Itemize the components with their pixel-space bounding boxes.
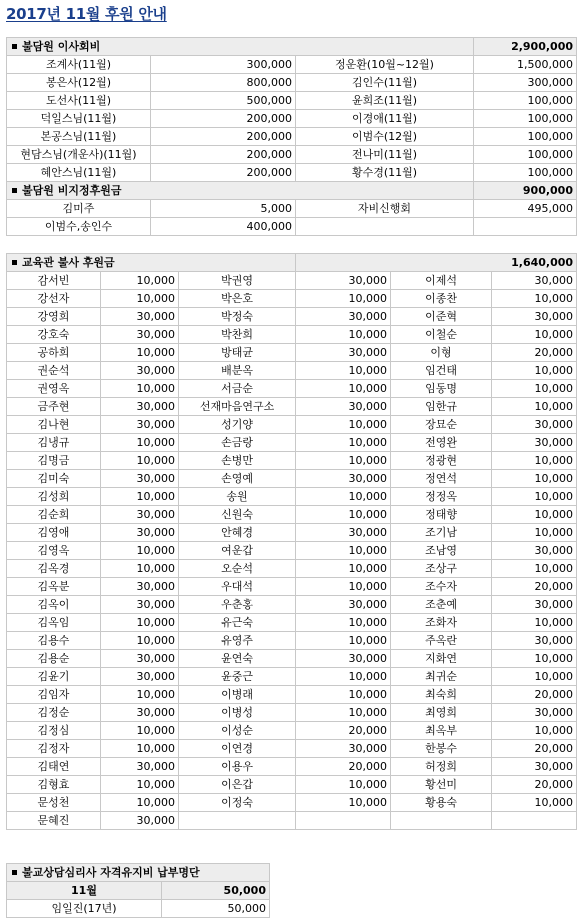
table-row — [7, 326, 577, 344]
amount: 10,000 — [296, 542, 391, 560]
amount: 10,000 — [101, 560, 179, 578]
amount: 20,000 — [296, 722, 391, 740]
donor-name: 조계사(11월) — [7, 56, 151, 74]
donor-name: 조상구 — [391, 560, 492, 578]
amount: 10,000 — [492, 398, 577, 416]
amount: 200,000 — [151, 128, 296, 146]
amount: 30,000 — [101, 416, 179, 434]
month-row — [7, 882, 270, 900]
donor-name: 이철순 — [391, 326, 492, 344]
donor-name: 정광현 — [391, 452, 492, 470]
section-header — [7, 254, 577, 272]
table-row — [7, 542, 577, 560]
amount: 20,000 — [492, 740, 577, 758]
donor-name: 김미숙 — [7, 470, 101, 488]
section-header — [7, 864, 270, 882]
donor-name: 김용수 — [7, 632, 101, 650]
amount: 10,000 — [492, 722, 577, 740]
section-total: 1,640,000 — [296, 254, 577, 272]
donor-name: 손병만 — [179, 452, 296, 470]
amount: 10,000 — [101, 344, 179, 362]
table-row — [7, 362, 577, 380]
donor-name: 봉은사(12월) — [7, 74, 151, 92]
amount: 30,000 — [296, 308, 391, 326]
amount: 30,000 — [296, 344, 391, 362]
amount: 30,000 — [492, 416, 577, 434]
amount: 200,000 — [151, 164, 296, 182]
donor-name: 성기양 — [179, 416, 296, 434]
table-row — [7, 812, 577, 830]
donor-name: 김냉규 — [7, 434, 101, 452]
table-row — [7, 596, 577, 614]
donor-name: 이제석 — [391, 272, 492, 290]
donor-name: 이형 — [391, 344, 492, 362]
donor-name: 도선사(11월) — [7, 92, 151, 110]
subsection-total: 900,000 — [474, 182, 577, 200]
table-row — [7, 900, 270, 918]
donor-name: 이병래 — [179, 686, 296, 704]
donor-name: 방태균 — [179, 344, 296, 362]
table-row — [7, 470, 577, 488]
table-row — [7, 632, 577, 650]
amount: 20,000 — [492, 344, 577, 362]
amount: 10,000 — [296, 416, 391, 434]
donor-name: 김임자 — [7, 686, 101, 704]
table-row — [7, 506, 577, 524]
table-row — [7, 272, 577, 290]
donor-name: 강영희 — [7, 308, 101, 326]
bullet-square-icon — [12, 870, 17, 875]
amount: 10,000 — [296, 362, 391, 380]
donor-name: 정운환(10월~12월) — [296, 56, 474, 74]
amount: 10,000 — [101, 452, 179, 470]
amount: 30,000 — [296, 596, 391, 614]
donor-name: 김정심 — [7, 722, 101, 740]
amount: 10,000 — [296, 326, 391, 344]
amount: 10,000 — [101, 380, 179, 398]
donor-name: 최옥부 — [391, 722, 492, 740]
donor-name: 손영예 — [179, 470, 296, 488]
donor-name: 정정옥 — [391, 488, 492, 506]
amount: 10,000 — [296, 686, 391, 704]
donor-name: 이범수(12월) — [296, 128, 474, 146]
amount: 10,000 — [101, 722, 179, 740]
donor-name: 황용숙 — [391, 794, 492, 812]
amount: 10,000 — [101, 488, 179, 506]
amount: 30,000 — [101, 704, 179, 722]
table-row — [7, 434, 577, 452]
table-row — [7, 722, 577, 740]
donor-name: 권순석 — [7, 362, 101, 380]
table-row — [7, 74, 577, 92]
amount: 30,000 — [296, 272, 391, 290]
donor-name: 김나현 — [7, 416, 101, 434]
amount: 30,000 — [492, 542, 577, 560]
amount: 10,000 — [296, 560, 391, 578]
donor-name: 한봉수 — [391, 740, 492, 758]
donor-name: 본공스님(11월) — [7, 128, 151, 146]
amount: 10,000 — [492, 380, 577, 398]
donor-name: 조춘예 — [391, 596, 492, 614]
amount: 30,000 — [296, 740, 391, 758]
donor-name: 이정숙 — [179, 794, 296, 812]
donor-name: 이용우 — [179, 758, 296, 776]
table-row — [7, 524, 577, 542]
amount — [296, 812, 391, 830]
donor-name: 김영옥 — [7, 542, 101, 560]
table-row — [7, 488, 577, 506]
amount: 30,000 — [296, 470, 391, 488]
donor-name: 이은갑 — [179, 776, 296, 794]
donor-name: 전영완 — [391, 434, 492, 452]
amount: 100,000 — [474, 146, 577, 164]
donor-name: 금주현 — [7, 398, 101, 416]
donor-name: 권영옥 — [7, 380, 101, 398]
table-row — [7, 416, 577, 434]
donor-name — [391, 812, 492, 830]
amount: 20,000 — [492, 776, 577, 794]
amount: 30,000 — [101, 470, 179, 488]
donor-name: 김성희 — [7, 488, 101, 506]
donor-name: 정태향 — [391, 506, 492, 524]
donor-name: 김인수(11월) — [296, 74, 474, 92]
donor-name: 서금순 — [179, 380, 296, 398]
amount: 10,000 — [296, 776, 391, 794]
amount: 10,000 — [101, 542, 179, 560]
donor-name: 김옥이 — [7, 596, 101, 614]
amount: 400,000 — [151, 218, 296, 236]
amount: 30,000 — [296, 398, 391, 416]
table-row — [7, 560, 577, 578]
donor-name: 박은호 — [179, 290, 296, 308]
amount: 10,000 — [101, 290, 179, 308]
donor-name: 김정순 — [7, 704, 101, 722]
donor-name: 김옥경 — [7, 560, 101, 578]
donor-name: 문성천 — [7, 794, 101, 812]
amount: 20,000 — [492, 578, 577, 596]
donor-name: 윤희조(11월) — [296, 92, 474, 110]
table-row — [7, 650, 577, 668]
donor-name: 이종찬 — [391, 290, 492, 308]
bullet-square-icon — [12, 260, 17, 265]
donor-name: 강호숙 — [7, 326, 101, 344]
donor-name: 조남영 — [391, 542, 492, 560]
table-row — [7, 128, 577, 146]
amount: 10,000 — [101, 740, 179, 758]
amount: 30,000 — [101, 398, 179, 416]
table-row — [7, 56, 577, 74]
donor-name: 최영희 — [391, 704, 492, 722]
amount: 30,000 — [492, 632, 577, 650]
table-row — [7, 704, 577, 722]
amount: 10,000 — [296, 704, 391, 722]
donor-name: 김영애 — [7, 524, 101, 542]
amount: 300,000 — [474, 74, 577, 92]
donor-name: 김순희 — [7, 506, 101, 524]
amount — [492, 812, 577, 830]
table-row — [7, 146, 577, 164]
donor-name: 정연석 — [391, 470, 492, 488]
donor-name: 이연경 — [179, 740, 296, 758]
donor-name: 유영주 — [179, 632, 296, 650]
amount: 10,000 — [101, 632, 179, 650]
amount: 10,000 — [492, 326, 577, 344]
amount: 30,000 — [492, 704, 577, 722]
donor-name: 오순석 — [179, 560, 296, 578]
amount: 30,000 — [101, 362, 179, 380]
table-row — [7, 218, 577, 236]
table-row — [7, 794, 577, 812]
table-row — [7, 452, 577, 470]
table-row — [7, 758, 577, 776]
amount: 800,000 — [151, 74, 296, 92]
donor-name: 임한규 — [391, 398, 492, 416]
donor-name: 김태연 — [7, 758, 101, 776]
amount: 10,000 — [101, 614, 179, 632]
table-row — [7, 614, 577, 632]
amount: 100,000 — [474, 164, 577, 182]
donor-name: 김옥분 — [7, 578, 101, 596]
amount: 50,000 — [162, 900, 270, 918]
education-hall-donation-table — [6, 253, 577, 830]
table-row — [7, 740, 577, 758]
amount: 10,000 — [492, 452, 577, 470]
donor-name: 감서빈 — [7, 272, 101, 290]
amount: 10,000 — [296, 614, 391, 632]
amount: 10,000 — [492, 650, 577, 668]
amount: 10,000 — [101, 272, 179, 290]
section-title: 교육관 불사 후원금 — [22, 255, 115, 269]
donor-name: 박권영 — [179, 272, 296, 290]
donor-name: 배분옥 — [179, 362, 296, 380]
amount: 10,000 — [492, 668, 577, 686]
amount: 30,000 — [101, 650, 179, 668]
amount: 30,000 — [101, 596, 179, 614]
donor-name: 전나미(11월) — [296, 146, 474, 164]
table-row — [7, 290, 577, 308]
amount: 10,000 — [296, 380, 391, 398]
donor-name: 최숙희 — [391, 686, 492, 704]
donor-name: 이병성 — [179, 704, 296, 722]
section-title: 불담원 이사회비 — [22, 39, 101, 53]
donor-name: 지화연 — [391, 650, 492, 668]
donor-name: 주옥란 — [391, 632, 492, 650]
donor-name: 김윤기 — [7, 668, 101, 686]
bullet-square-icon — [12, 44, 17, 49]
amount: 1,500,000 — [474, 56, 577, 74]
amount: 10,000 — [296, 668, 391, 686]
amount: 10,000 — [492, 290, 577, 308]
donor-name: 여운갑 — [179, 542, 296, 560]
donor-name: 이준혁 — [391, 308, 492, 326]
donor-name: 김명금 — [7, 452, 101, 470]
donor-name: 황수경(11월) — [296, 164, 474, 182]
donor-name: 혜안스님(11월) — [7, 164, 151, 182]
amount: 100,000 — [474, 110, 577, 128]
amount: 10,000 — [296, 452, 391, 470]
amount: 10,000 — [296, 578, 391, 596]
board-membership-table — [6, 37, 577, 236]
amount: 10,000 — [101, 686, 179, 704]
amount: 10,000 — [101, 434, 179, 452]
donor-name: 윤연숙 — [179, 650, 296, 668]
section-header — [7, 38, 577, 56]
table-row — [7, 308, 577, 326]
amount: 10,000 — [492, 794, 577, 812]
amount: 10,000 — [492, 614, 577, 632]
donor-name: 윤중근 — [179, 668, 296, 686]
amount: 30,000 — [101, 668, 179, 686]
donor-name: 공하희 — [7, 344, 101, 362]
amount: 100,000 — [474, 92, 577, 110]
amount: 10,000 — [296, 506, 391, 524]
amount: 10,000 — [492, 362, 577, 380]
amount: 10,000 — [296, 794, 391, 812]
amount: 495,000 — [474, 200, 577, 218]
amount: 10,000 — [101, 776, 179, 794]
donor-name: 임건태 — [391, 362, 492, 380]
donor-name: 현담스님(개운사)(11월) — [7, 146, 151, 164]
amount: 20,000 — [492, 686, 577, 704]
donor-name — [296, 218, 474, 236]
donor-name: 박정숙 — [179, 308, 296, 326]
donor-name: 강선자 — [7, 290, 101, 308]
table-row — [7, 686, 577, 704]
donor-name: 조기남 — [391, 524, 492, 542]
amount: 10,000 — [492, 506, 577, 524]
amount: 10,000 — [101, 794, 179, 812]
amount — [474, 218, 577, 236]
amount: 10,000 — [492, 470, 577, 488]
section-title: 불교상담심리사 자격유지비 납부명단 — [22, 865, 200, 879]
donor-name: 안혜경 — [179, 524, 296, 542]
amount: 30,000 — [101, 524, 179, 542]
donor-name: 우대석 — [179, 578, 296, 596]
donor-name: 임일진(17년) — [7, 900, 162, 918]
amount: 30,000 — [101, 506, 179, 524]
donor-name: 김미주 — [7, 200, 151, 218]
donor-name: 유근숙 — [179, 614, 296, 632]
subsection-header — [7, 182, 577, 200]
donor-name: 송원 — [179, 488, 296, 506]
amount: 20,000 — [296, 758, 391, 776]
amount: 30,000 — [492, 272, 577, 290]
amount: 30,000 — [296, 650, 391, 668]
page-title: 2017년 11월 후원 안내 — [6, 5, 167, 23]
donor-name: 덕일스님(11월) — [7, 110, 151, 128]
donor-name: 김용순 — [7, 650, 101, 668]
amount: 300,000 — [151, 56, 296, 74]
amount: 100,000 — [474, 128, 577, 146]
amount: 10,000 — [492, 488, 577, 506]
amount: 10,000 — [296, 488, 391, 506]
amount: 10,000 — [492, 524, 577, 542]
donor-name: 손금랑 — [179, 434, 296, 452]
donor-name: 자비신행회 — [296, 200, 474, 218]
table-row — [7, 668, 577, 686]
donor-name: 김정자 — [7, 740, 101, 758]
amount: 5,000 — [151, 200, 296, 218]
amount: 30,000 — [492, 596, 577, 614]
section-total: 2,900,000 — [474, 38, 577, 56]
amount: 10,000 — [296, 290, 391, 308]
donor-name: 김형효 — [7, 776, 101, 794]
counselor-fee-table — [6, 863, 270, 918]
amount: 10,000 — [492, 560, 577, 578]
amount: 30,000 — [492, 434, 577, 452]
donor-name: 박찬희 — [179, 326, 296, 344]
month-total: 50,000 — [162, 882, 270, 900]
amount: 200,000 — [151, 146, 296, 164]
table-row — [7, 776, 577, 794]
donor-name: 문혜진 — [7, 812, 101, 830]
amount: 10,000 — [296, 632, 391, 650]
table-row — [7, 398, 577, 416]
subsection-title: 불담원 비지정후원금 — [22, 183, 122, 197]
amount: 30,000 — [101, 326, 179, 344]
donor-name: 이범수,송인수 — [7, 218, 151, 236]
amount: 30,000 — [101, 812, 179, 830]
amount: 30,000 — [101, 308, 179, 326]
donor-name: 선재마음연구소 — [179, 398, 296, 416]
donor-name: 조화자 — [391, 614, 492, 632]
donor-name: 임동명 — [391, 380, 492, 398]
table-row — [7, 578, 577, 596]
donor-name: 김옥임 — [7, 614, 101, 632]
amount: 30,000 — [296, 524, 391, 542]
amount: 10,000 — [296, 434, 391, 452]
table-row — [7, 380, 577, 398]
bullet-square-icon — [12, 188, 17, 193]
table-row — [7, 200, 577, 218]
amount: 500,000 — [151, 92, 296, 110]
amount: 30,000 — [101, 758, 179, 776]
month-label: 11월 — [7, 882, 162, 900]
donor-name: 신원숙 — [179, 506, 296, 524]
donor-name — [179, 812, 296, 830]
table-row — [7, 92, 577, 110]
donor-name: 우춘홍 — [179, 596, 296, 614]
donor-name: 조수자 — [391, 578, 492, 596]
donor-name: 장묘순 — [391, 416, 492, 434]
amount: 30,000 — [492, 308, 577, 326]
donor-name: 허정희 — [391, 758, 492, 776]
amount: 30,000 — [492, 758, 577, 776]
table-row — [7, 344, 577, 362]
donor-name: 이경애(11월) — [296, 110, 474, 128]
table-row — [7, 164, 577, 182]
donor-name: 최귀순 — [391, 668, 492, 686]
donor-name: 황선미 — [391, 776, 492, 794]
amount: 200,000 — [151, 110, 296, 128]
amount: 30,000 — [101, 578, 179, 596]
donor-name: 이성순 — [179, 722, 296, 740]
table-row — [7, 110, 577, 128]
